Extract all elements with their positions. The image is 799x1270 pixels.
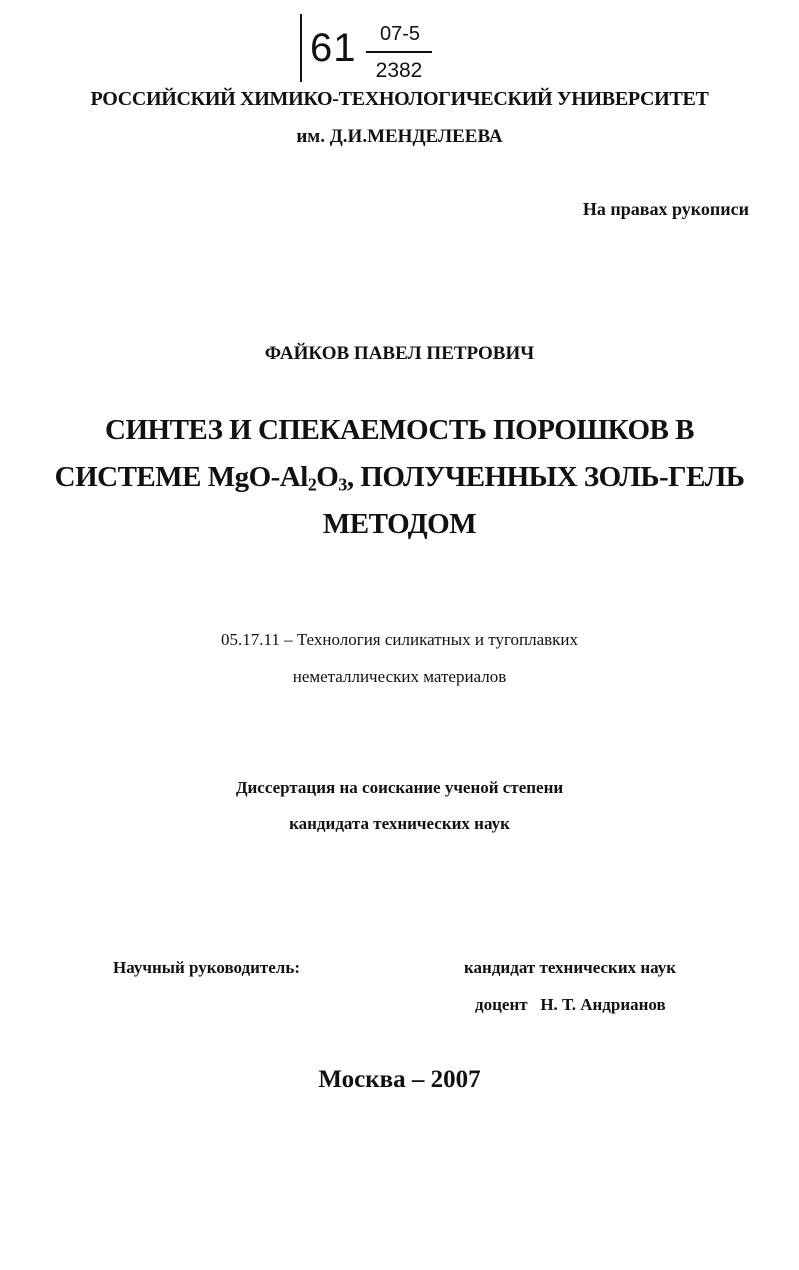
title-line-1: СИНТЕЗ И СПЕКАЕМОСТЬ ПОРОШКОВ В bbox=[105, 414, 694, 446]
dissertation-line-1: Диссертация на соискание ученой степени bbox=[235, 778, 564, 797]
title-line-2 bbox=[0, 461, 799, 495]
manuscript-rights: На правах рукописи bbox=[582, 199, 749, 219]
supervisor-degree: кандидат технических наук bbox=[464, 958, 677, 977]
stamp-denominator: 2382 bbox=[375, 59, 423, 82]
title-line-2-post: , ПОЛУЧЕННЫХ ЗОЛЬ-ГЕЛЬ bbox=[346, 461, 745, 493]
title-line-3: МЕТОДОМ bbox=[322, 508, 477, 540]
university-named-after: им. Д.И.МЕНДЕЛЕЕВА bbox=[296, 126, 503, 147]
title-subscript-2: 3 bbox=[338, 474, 347, 495]
library-stamp bbox=[300, 14, 450, 84]
university-name: РОССИЙСКИЙ ХИМИКО-ТЕХНОЛОГИЧЕСКИЙ УНИВЕРСИТЕТ bbox=[90, 88, 709, 110]
specialty-line-1: 05.17.11 – Технология силикатных и тугоплавких bbox=[220, 630, 579, 649]
stamp-numerator: 07-5 bbox=[379, 23, 421, 45]
stamp-divider bbox=[300, 14, 302, 82]
specialty-line-2: неметаллических материалов bbox=[292, 667, 507, 686]
title-subscript-1: 2 bbox=[307, 474, 317, 495]
dissertation-line-2: кандидата технических наук bbox=[289, 814, 510, 833]
stamp-fraction-line bbox=[366, 51, 432, 53]
title-line-2-pre: СИСТЕМЕ MgO-Al bbox=[54, 461, 308, 493]
author-name: ФАЙКОВ ПАВЕЛ ПЕТРОВИЧ bbox=[264, 343, 535, 364]
supervisor-name: доцент Н. Т. Андрианов bbox=[475, 995, 666, 1014]
stamp-main-number: 61 bbox=[310, 26, 357, 70]
supervisor-label: Научный руководитель: bbox=[113, 958, 300, 977]
title-line-2-mid: O bbox=[316, 461, 339, 493]
city-year: Москва – 2007 bbox=[318, 1066, 481, 1093]
